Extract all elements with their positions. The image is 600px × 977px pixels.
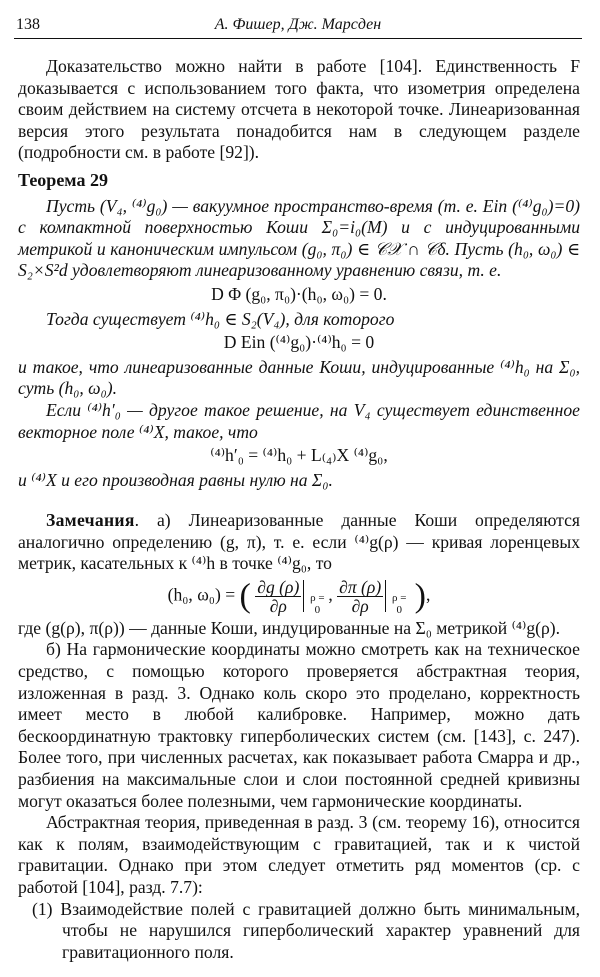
theorem-paragraph-3: и такое, что линеаризованные данные Коши, индуцированные ⁽⁴⁾h₀ на Σ₀, суть (h₀, ω₀).: [18, 356, 580, 399]
fraction-dg-denominator: ∂ρ: [269, 595, 287, 616]
page-number: 138: [16, 16, 40, 33]
running-title: А. Фишер, Дж. Марсден: [214, 16, 382, 33]
theorem-paragraph-5: и ⁽⁴⁾X и его производная равны нулю на Σ₀.: [18, 469, 333, 490]
remarks-section: [18, 510, 580, 963]
fraction-dg: [255, 578, 301, 615]
page-header: [14, 12, 582, 39]
abstract-theory-paragraph: Абстрактная теория, приведенная в разд. 3 (см. теорему 16), относится как к полям, взаимодействующим с гравитацией, так и к чистой гравитации. Однако при этом следует отметить ряд моментов (ср. с работой [104], разд. 7.7):: [18, 812, 580, 897]
paren-open: (: [239, 577, 251, 615]
equation-cauchy-data: [18, 578, 580, 615]
fraction-dg-numerator: ∂g (ρ): [257, 576, 300, 597]
theorem-paragraph-1: Пусть (V₄, ⁽⁴⁾g₀) — вакуумное пространство-время (т. е. Ein (⁽⁴⁾g₀)=0) с компактной поверхностью Коши Σ₀=i₀(M) и с индуцированными метрикой и каноническим импульсом (g₀, π₀) ∈ 𝒞𝒳 ∩ 𝒞δ. Пусть (h₀, ω₀) ∈ S₂×S²d удовлетворяют линеаризованному уравнению связи, т. е.: [18, 195, 580, 281]
equation-end-mark: ,: [425, 584, 431, 605]
equation-comma: ,: [328, 584, 333, 605]
intro-section: [18, 56, 580, 164]
remark-a: [18, 510, 580, 575]
list-item-1: (1) Взаимодействие полей с гравитацией должно быть минимальным, чтобы не нарушился гиперболический характер уравнений для гравитационного поля.: [32, 898, 580, 962]
evaluation-point-2: ρ = 0: [391, 592, 407, 617]
remark-b: б) На гармонические координаты можно смотреть как на техническое средство, с помощью которого проверяется абстрактная теория, изложенная в разд. 3. Однако коль скоро это проделано, корректность имеет место в любой калибровке. Например, можно дать бескоординатную трактовку гиперболических систем (см. [143], с. 247). Более того, при численных расчетах, как показывает работа Смарра и др., разбиения на максимальные слои и слои постоянной средней кривизны могут оказаться более полезными, чем гармонические координаты.: [18, 639, 580, 811]
remark-a-text: . а) Линеаризованные данные Коши определяются аналогично определению (g, π), т. е. если ⁽⁴⁾g(ρ) — кривая лоренцевых метрик, касательных к ⁽⁴⁾h в точке ⁽⁴⁾g₀, то: [18, 510, 580, 574]
equation-einstein: D Ein (⁽⁴⁾g₀)·⁽⁴⁾h₀ = 0: [223, 332, 375, 353]
theorem-paragraph-2: Тогда существует ⁽⁴⁾h₀ ∈ S₂(V₄), для которого: [46, 308, 395, 329]
equation-lhs: (h₀, ω₀) =: [167, 584, 236, 605]
equation-gauge: ⁽⁴⁾h′₀ = ⁽⁴⁾h₀ + L₍₄₎X ⁽⁴⁾g₀,: [210, 445, 388, 466]
remarks-title: Замечания: [46, 510, 135, 530]
theorem-title: Теорема 29: [18, 170, 108, 190]
theorem-section: [18, 170, 580, 491]
remark-a-continuation: где (g(ρ), π(ρ)) — данные Коши, индуцированные на Σ₀ метрикой ⁽⁴⁾g(ρ).: [18, 617, 561, 638]
evaluation-bar-1: [303, 580, 328, 617]
fraction-dpi-numerator: ∂π (ρ): [339, 576, 382, 597]
intro-paragraph: Доказательство можно найти в работе [104]. Единственность F доказывается с использованием того факта, что изометрия определена своим действием на систему отсчета в некоторой точке. Линеаризованная версия этого результата понадобится нам в следующем разделе (подробности см. в работе [92]).: [18, 56, 580, 163]
equation-constraint: D Φ (g₀, π₀)·(h₀, ω₀) = 0.: [211, 283, 387, 304]
evaluation-bar-2: [385, 580, 410, 617]
theorem-paragraph-4: Если ⁽⁴⁾h′₀ — другое такое решение, на V₄ существует единственное векторное поле ⁽⁴⁾X, такое, что: [18, 399, 580, 442]
fraction-dpi-denominator: ∂ρ: [351, 595, 369, 616]
paren-close: ): [414, 577, 426, 615]
evaluation-point-1: ρ = 0: [310, 592, 325, 617]
fraction-dpi: [337, 578, 383, 615]
